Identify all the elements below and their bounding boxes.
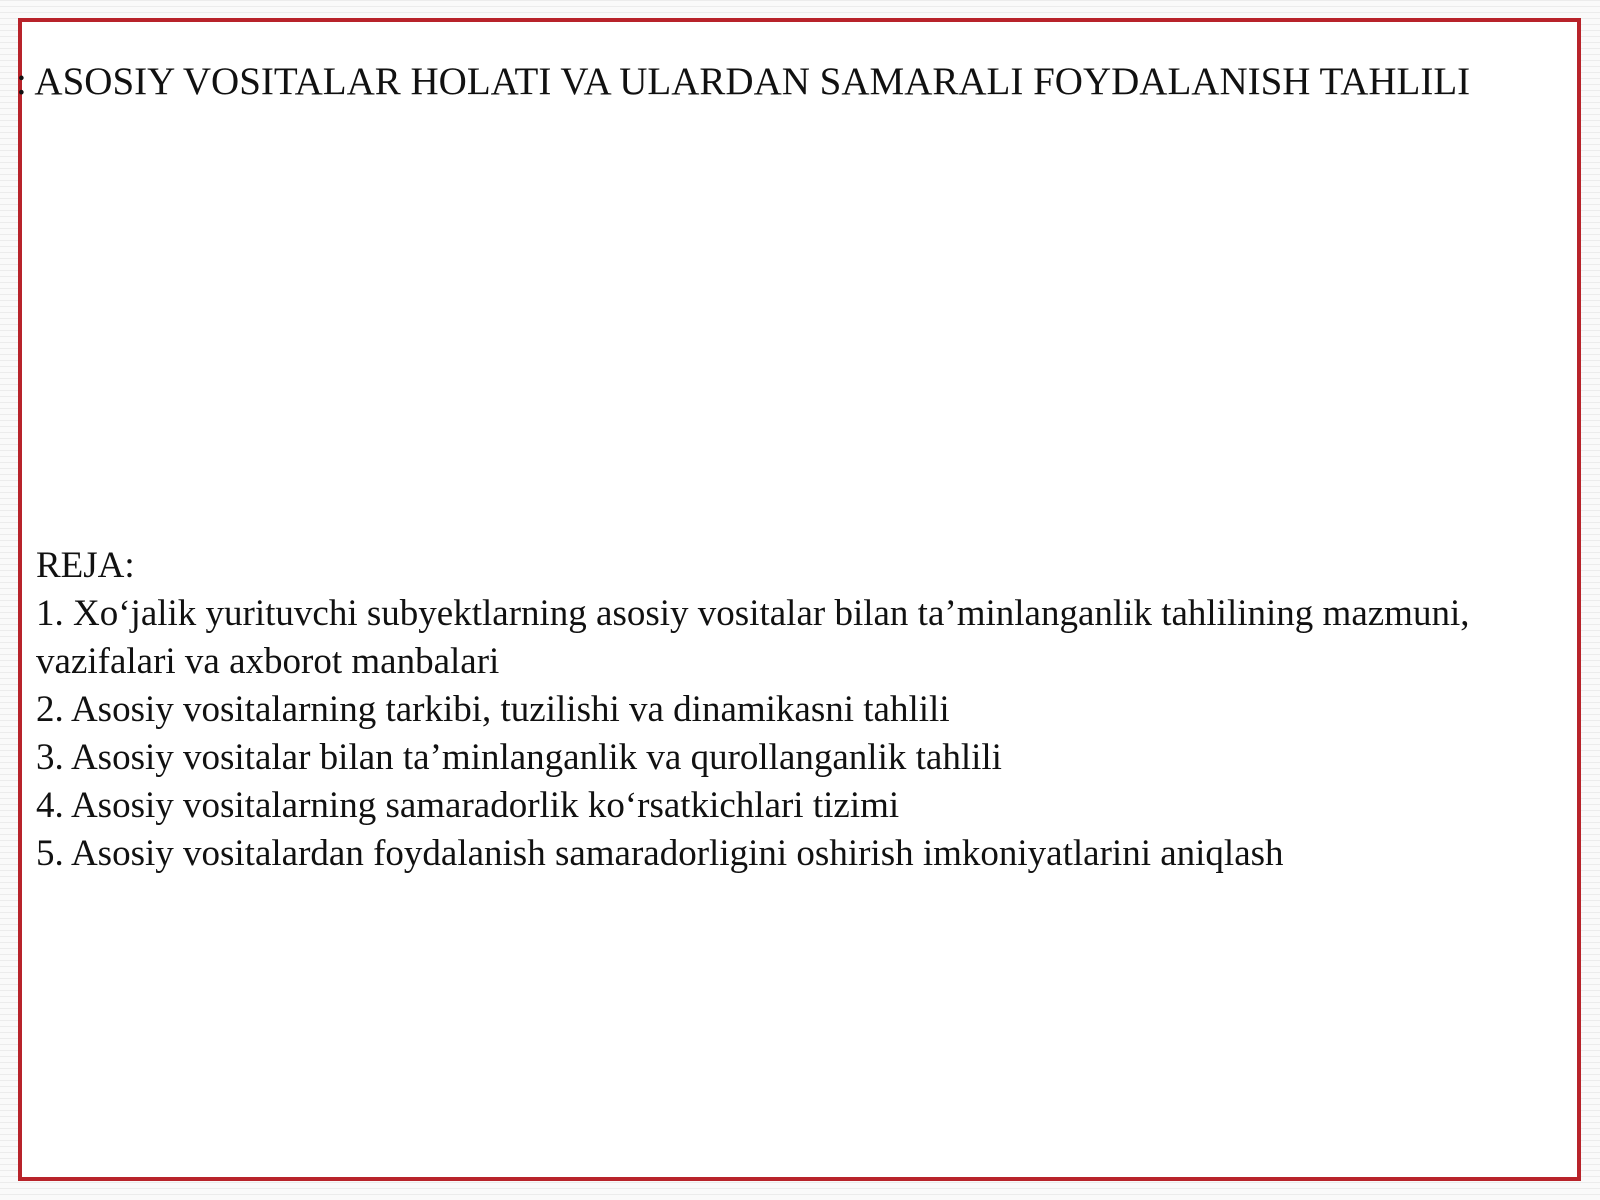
plan-item-4: 4. Asosiy vositalarning samaradorlik ko‘rsatkichlari tizimi bbox=[36, 785, 900, 826]
plan-list bbox=[36, 590, 1536, 878]
slide-title: : ASOSIY VOSITALAR HOLATI VA ULARDAN SAMARALI FOYDALANISH TAHLILI bbox=[16, 60, 1471, 103]
slide-frame bbox=[18, 18, 1581, 1181]
plan-item-5: 5. Asosiy vositalardan foydalanish samaradorligini oshirish imkoniyatlarini aniqlash bbox=[36, 833, 1284, 874]
plan-heading: REJA: bbox=[36, 545, 135, 586]
plan-item-1: 1. Xo‘jalik yurituvchi subyektlarning asosiy vositalar bilan ta’minlanganlik tahlilining mazmuni, vazifalari va axborot manbalari bbox=[36, 593, 1470, 682]
plan-item-2: 2. Asosiy vositalarning tarkibi, tuzilishi va dinamikasni tahlili bbox=[36, 689, 950, 730]
plan-item-3: 3. Asosiy vositalar bilan ta’minlanganlik va qurollanganlik tahlili bbox=[36, 737, 1002, 778]
plan-section bbox=[36, 542, 1536, 878]
